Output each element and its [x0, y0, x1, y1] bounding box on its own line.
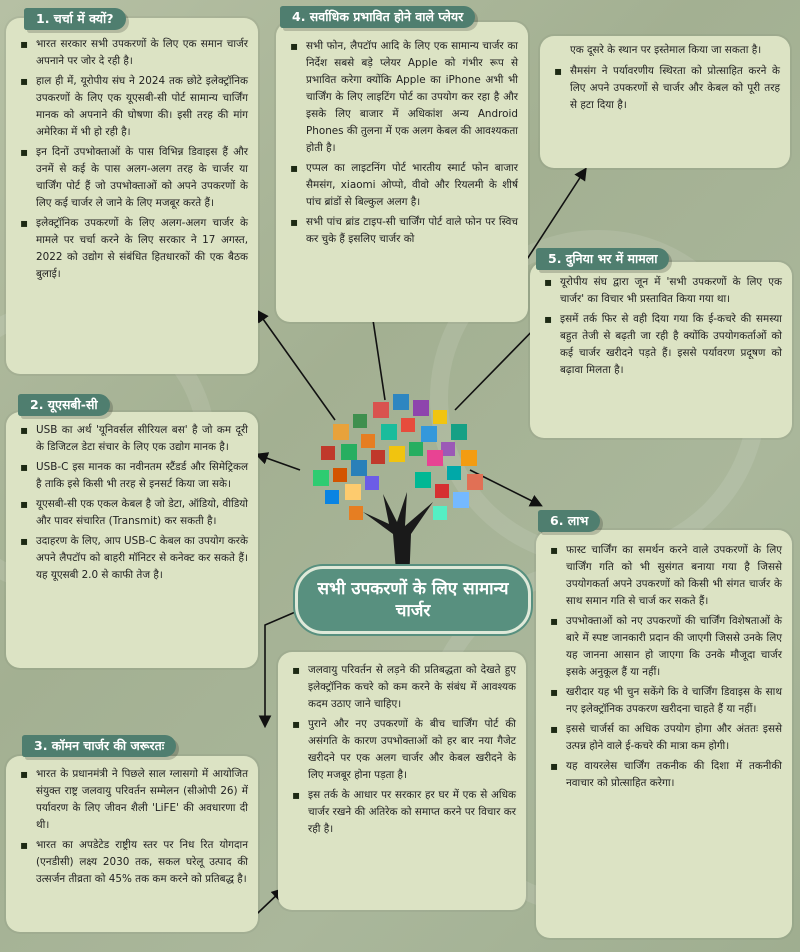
list-item: ▪ सभी पांच ब्रांड टाइप-सी चार्जिंग पोर्ट वाले फोन पर स्विच कर चुके हैं इसलिए चार्जर को	[306, 214, 518, 248]
section-6-box	[536, 530, 792, 938]
list-item: ▪ भारत का अपडेटेड राष्ट्रीय स्तर पर निध रित योगदान (एनडीसी) लक्ष्य 2030 तक, सकल घरेलू उत्पाद की उत्सर्जन तीव्रता को 45% तक कम करने को प्रतिबद्ध है।	[36, 837, 248, 888]
section-1-list	[16, 36, 248, 283]
section-2-list	[16, 422, 248, 584]
section-4-box	[276, 22, 528, 322]
list-item: ▪ खरीदार यह भी चुन सकेंगे कि वे चार्जिंग डिवाइस के साथ नए इलेक्ट्रॉनिक उपकरण खरीदना चाहते हैं या नहीं।	[566, 684, 782, 718]
section-2-box	[6, 412, 258, 668]
list-item: ▪ USB-C इस मानक का नवीनतम स्टैंडर्ड और सिमेट्रिकल है ताकि इसे किसी भी तरह से इनसर्ट किया जा सके।	[36, 459, 248, 493]
list-item: ▪ एप्पल का लाइटनिंग पोर्ट भारतीय स्मार्ट फोन बाजार सैमसंग, xiaomi ओप्पो, वीवो और रियलमी के शीर्ष पांच ब्रांडों से बिल्कुल अलग है।	[306, 160, 518, 211]
section-3-heading: 3. कॉमन चार्जर की जरूरतः	[22, 735, 176, 757]
section-3-list	[16, 766, 248, 888]
list-item: ▪ यूरोपीय संघ द्वारा जून में 'सभी उपकरणों के लिए एक चार्जर' का विचार भी प्रस्तावित किया गया था।	[560, 274, 782, 308]
section-1-box	[6, 18, 258, 374]
section-5-box	[530, 262, 792, 438]
list-item: ▪ उपभोक्ताओं को नए उपकरणों की चार्जिंग विशेषताओं के बारे में स्पष्ट जानकारी प्रदान की जाएगी जिससे उनके लिए यह जानना आसान हो जाएगा कि उनके मौजूदा चार्जर इसके अनुकूल हैं या नहीं।	[566, 613, 782, 681]
list-item: ▪ सभी फोन, लैपटॉप आदि के लिए एक सामान्य चार्जर का निर्देश सबसे बड़े प्लेयर Apple को गंभीर रूप से प्रभावित करेगा क्योंकि Apple का iPhone अभी भी चार्जिंग के लिए लाइटिंग पोर्ट का उपयोग कर रहा है और इसके लिए बाजार में अधिकांश अन्य Android Phones की तुलना में एक अलग केबल की आवश्यकता होती है।	[306, 38, 518, 157]
section-3-continued-box	[278, 652, 526, 910]
section-3-box	[6, 756, 258, 932]
list-item: ▪ यह वायरलेस चार्जिंग तकनीक की दिशा में तकनीकी नवाचार को प्रोत्साहित करेगा।	[566, 758, 782, 792]
center-title-text: सभी उपकरणों के लिए सामान्य चार्जर	[317, 579, 509, 621]
section-4-continued-list	[550, 63, 780, 114]
list-item: ▪ हाल ही में, यूरोपीय संघ ने 2024 तक छोटे इलेक्ट्रॉनिक उपकरणों के लिए एक यूएसबी-सी पोर्ट सामान्य चार्जिंग मानक को अपनाने की घोषणा की। इसी तरह की मांग अमेरिका में भी हो रही है।	[36, 73, 248, 141]
list-item: ▪ उदाहरण के लिए, आप USB-C केबल का उपयोग करके अपने लैपटॉप को बाहरी मॉनिटर से कनेक्ट कर सकते हैं। यह यूएसबी 2.0 से काफी तेज है।	[36, 533, 248, 584]
tree-illustration	[293, 384, 515, 584]
section-5-heading: 5. दुनिया भर में मामला	[536, 248, 669, 270]
section-2-heading: 2. यूएसबी-सी	[18, 394, 110, 416]
section-3-continued-list	[288, 662, 516, 838]
list-item: ▪ इलेक्ट्रॉनिक उपकरणों के लिए अलग-अलग चार्जर के मामले पर चर्चा करने के लिए सरकार ने 17 अगस्त, 2022 को उद्योग से संबंधित हितधारकों की एक बैठक बुलाई।	[36, 215, 248, 283]
list-item: ▪ इन दिनों उपभोक्ताओं के पास विभिन्न डिवाइस हैं और उनमें से कई के पास अलग-अलग तरह के चार्जर या चार्जिंग पोर्ट हैं जो उपभोक्ताओं को अपने उपकरणों के लिए कई चार्जर ले जाने के लिए मजबूर करते हैं।	[36, 144, 248, 212]
center-title	[295, 566, 531, 634]
list-item: ▪ इस तर्क के आधार पर सरकार हर घर में एक से अधिक चार्जर रखने की अतिरेक को समाप्त करने पर विचार कर रही है।	[308, 787, 516, 838]
list-item: ▪ USB का अर्थ 'यूनिवर्सल सीरियल बस' है जो कम दूरी के डिजिटल डेटा संचार के लिए एक उद्योग मानक है।	[36, 422, 248, 456]
list-item: ▪ फास्ट चार्जिंग का समर्थन करने वाले उपकरणों के लिए चार्जिंग गति को भी सुसंगत बनाया गया है जिससे उपयोगकर्ता अपने उपकरणों को किसी भी संगत चार्जर के साथ समान गति से चार्ज कर सकते हैं।	[566, 542, 782, 610]
list-item: ▪ इसमें तर्क फिर से वही दिया गया कि ई-कचरे की समस्या बहुत तेजी से बढ़ती जा रही है क्योंकि उपयोगकर्ताओं को कई चार्जर खरीदने पड़ते हैं। इससे पर्यावरण प्रदूषण को बढ़ावा मिलता है।	[560, 311, 782, 379]
list-item: ▪ यूएसबी-सी एक एकल केबल है जो डेटा, ऑडियो, वीडियो और पावर संचारित (Transmit) कर सकती है।	[36, 496, 248, 530]
list-item: ▪ सैमसंग ने पर्यावरणीय स्थिरता को प्रोत्साहित करने के लिए अपने उपकरणों से चार्जर और केबल को पूरी तरह से हटा दिया है।	[570, 63, 780, 114]
section-5-list	[540, 274, 782, 379]
section-6-list	[546, 542, 782, 792]
section-1-heading: 1. चर्चा में क्यों?	[24, 8, 126, 30]
continued-text: एक दूसरे के स्थान पर इस्तेमाल किया जा सकता है।	[570, 44, 762, 56]
section-4-list	[286, 38, 518, 248]
list-item: ▪ जलवायु परिवर्तन से लड़ने की प्रतिबद्धता को देखते हुए इलेक्ट्रॉनिक कचरे को कम करने के संबंध में आवश्यक कदम उठाए जाने चाहिए।	[308, 662, 516, 713]
list-item: ▪ इससे चार्जर्स का अधिक उपयोग होगा और अंततः इससे उत्पन्न होने वाले ई-कचरे की मात्रा कम होगी।	[566, 721, 782, 755]
list-item: ▪ पुराने और नए उपकरणों के बीच चार्जिंग पोर्ट की असंगति के कारण उपभोक्ताओं को हर बार नया गैजेट खरीदने पर एक अलग चार्जर और केबल खरीदने के लिए मजबूर होना पड़ता है।	[308, 716, 516, 784]
list-item: ▪ भारत के प्रधानमंत्री ने पिछले साल ग्लासगो में आयोजित संयुक्त राष्ट्र जलवायु परिवर्तन सम्मेलन (सीओपी 26) में पर्यावरण के लिए जीवन शैली 'LiFE' की अवधारणा दी थी।	[36, 766, 248, 834]
section-4-continued-box	[540, 36, 790, 168]
list-item: ▪ भारत सरकार सभी उपकरणों के लिए एक समान चार्जर अपनाने पर जोर दे रही है।	[36, 36, 248, 70]
section-6-heading: 6. लाभ	[538, 510, 600, 532]
section-4-heading: 4. सर्वाधिक प्रभावित होने वाले प्लेयर	[280, 6, 475, 28]
